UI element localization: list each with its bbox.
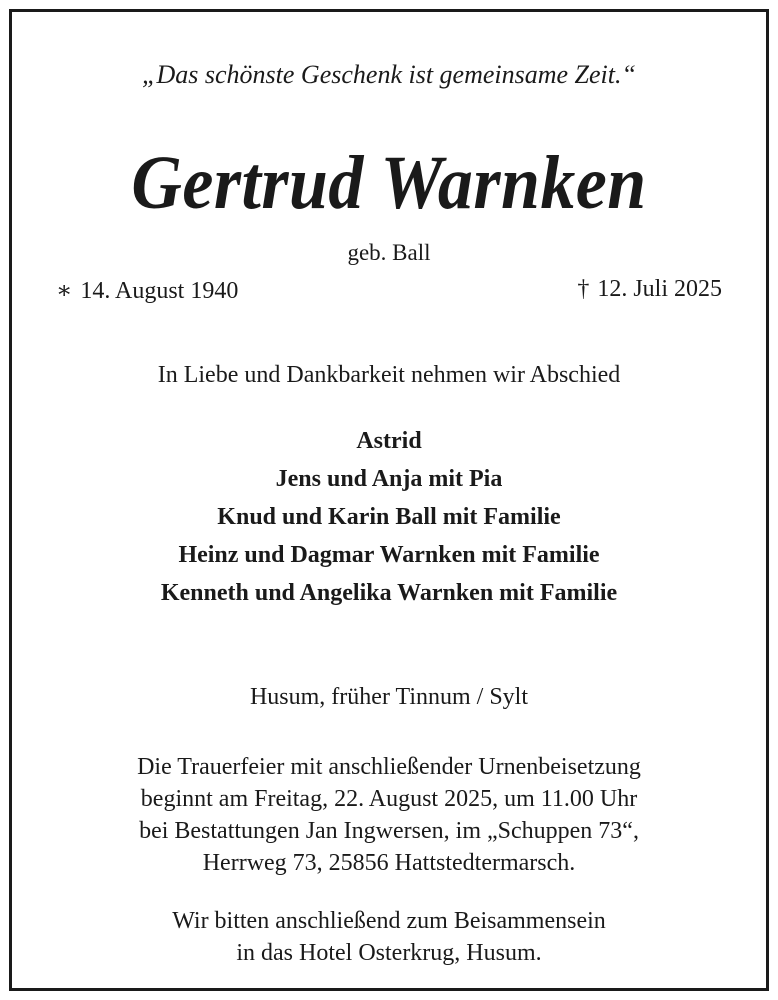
life-dates — [56, 276, 722, 308]
gathering-line: Wir bitten anschließend zum Beisammensein — [172, 908, 606, 934]
death-date-group — [577, 276, 722, 303]
funeral-line: Herrweg 73, 25856 Hattstedtermarsch. — [202, 850, 576, 876]
birth-date: 14. August 1940 — [80, 278, 239, 304]
death-date: 12. Juli 2025 — [597, 276, 722, 302]
birth-name: geb. Ball — [347, 240, 431, 265]
mourner: Knud und Karin Ball mit Familie — [217, 504, 561, 530]
funeral-details — [12, 751, 766, 879]
gathering-line: in das Hotel Osterkrug, Husum. — [236, 940, 542, 966]
funeral-line: Die Trauerfeier mit anschließender Urnenbeisetzung — [137, 754, 641, 780]
mourners-list — [12, 422, 766, 612]
farewell-intro: In Liebe und Dankbarkeit nehmen wir Abschied — [157, 362, 621, 388]
birth-date-group — [56, 276, 238, 305]
mourner: Heinz und Dagmar Warnken mit Familie — [178, 542, 600, 568]
obituary-frame — [9, 9, 769, 991]
mourner: Kenneth und Angelika Warnken mit Familie — [160, 580, 618, 606]
funeral-line: beginnt am Freitag, 22. August 2025, um 11.00 Uhr — [140, 786, 638, 812]
gathering-details — [12, 905, 766, 969]
death-cross-icon: † — [577, 276, 590, 302]
birth-star-icon: ∗ — [56, 278, 73, 304]
funeral-line: bei Bestattungen Jan Ingwersen, im „Schuppen 73“, — [139, 818, 639, 844]
place-of-residence: Husum, früher Tinnum / Sylt — [249, 684, 529, 710]
mourner: Jens und Anja mit Pia — [275, 466, 503, 492]
quote: „Das schönste Geschenk ist gemeinsame Zeit.“ — [142, 60, 636, 89]
mourner: Astrid — [356, 428, 422, 454]
deceased-name: Gertrud Warnken — [131, 141, 647, 225]
